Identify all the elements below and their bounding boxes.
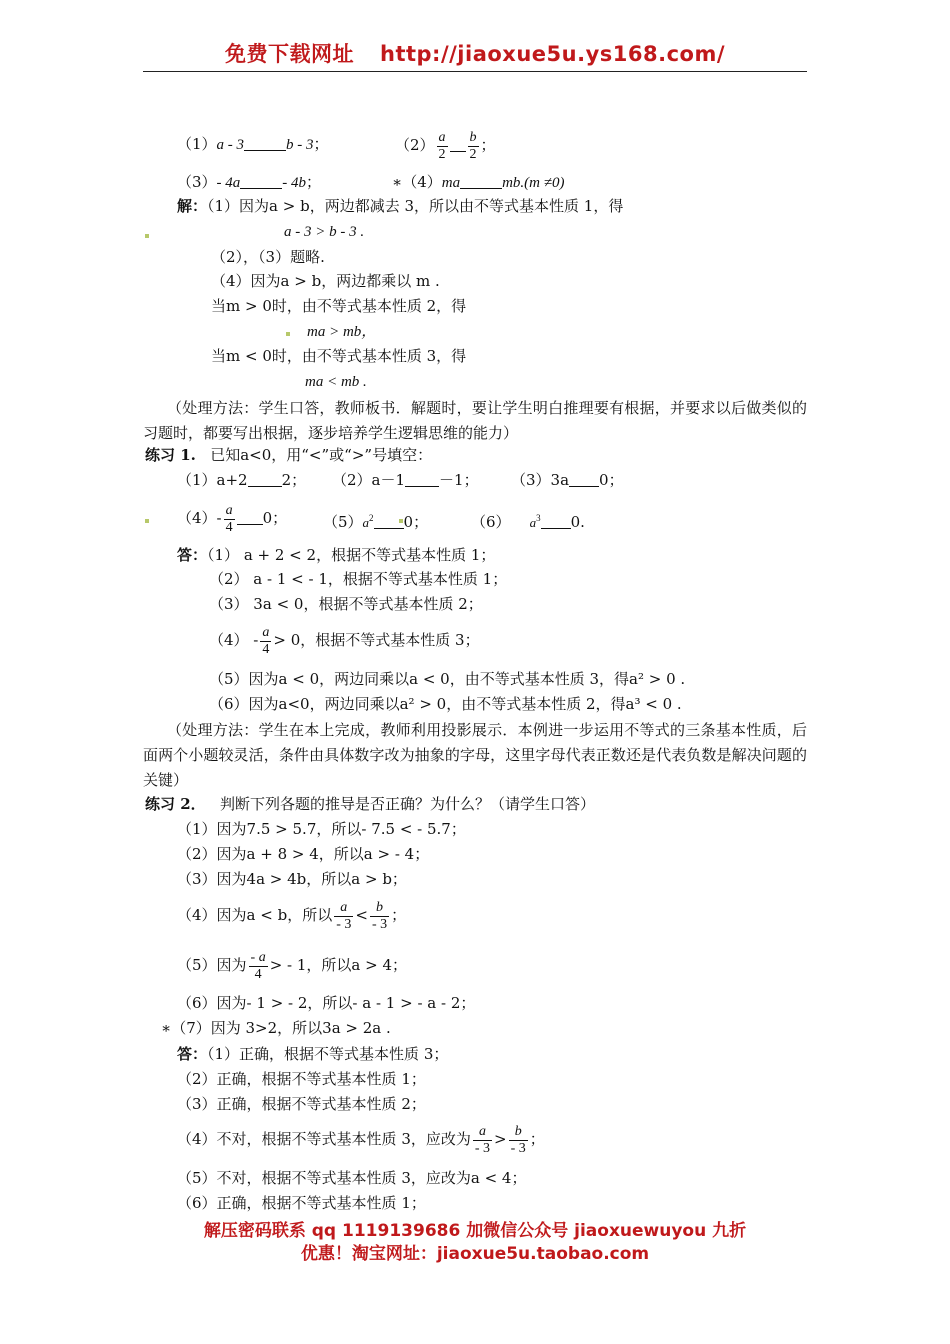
fraction: $\frac{a}{- 3}$ <box>336 899 352 932</box>
example-p2: （2） $\frac{a}{2}$ $\frac{b}{2}$ ； <box>395 129 496 162</box>
ex2-answer-3: （3）正确，根据不等式基本性质 2； <box>177 1095 426 1113</box>
ex2-answer-2: （2）正确，根据不等式基本性质 1； <box>177 1070 426 1088</box>
ex1-q6: （6） $a^3$ 0. <box>471 513 585 531</box>
answer-blank[interactable] <box>248 472 282 487</box>
ex2-q4: （4）因为a < b，所以 $\frac{a}{- 3}$ < $\frac{b}{- 3}$ ； <box>177 899 407 932</box>
answer-blank[interactable] <box>541 514 571 529</box>
answer-blank[interactable] <box>240 174 282 189</box>
ex1-answer-3: （3） 3a < 0，根据不等式基本性质 2； <box>209 595 483 613</box>
decorative-dot <box>286 332 290 336</box>
header-divider <box>143 71 807 72</box>
ex2-q2: （2）因为a + 8 > 4，所以a > - 4； <box>177 845 430 863</box>
answer-blank[interactable] <box>405 472 439 487</box>
footer-line-1: 解压密码联系 qq 1119139686 加微信公众号 jiaoxuewuyou 九折 <box>203 1221 747 1241</box>
decorative-dot <box>145 234 149 238</box>
ex1-q3: （3）3a 0； <box>511 471 624 489</box>
answer-blank[interactable] <box>450 141 466 152</box>
fraction: $\frac{b}{- 3}$ <box>510 1123 526 1156</box>
ex2-answer-1: 答：（1）正确，根据不等式基本性质 3； <box>177 1045 449 1063</box>
ex1-q5: $(5)a^2$ 0； <box>323 513 429 531</box>
ex2-q3: （3）因为4a > 4b，所以a > b； <box>177 870 407 888</box>
answer-blank[interactable] <box>237 510 263 525</box>
page-header <box>0 38 950 68</box>
ex1-answer-1: 答：（1） a + 2 < 2，根据不等式基本性质 1； <box>177 546 496 564</box>
fraction: $\frac{a}{4}$ <box>262 624 270 657</box>
solution-s4-res1: ma > mb， <box>307 324 377 340</box>
header-url-link[interactable]: http://jiaoxue5u.ys168.com/ <box>380 42 725 66</box>
ex2-answer-5: （5）不对，根据不等式基本性质 3，应改为a < 4； <box>177 1169 527 1187</box>
decorative-dot <box>399 519 403 523</box>
solution-s4-case2: 当m < 0时，由不等式基本性质 3，得 <box>211 347 467 365</box>
ex2-q5: （5）因为 $\frac{- a}{4}$ > - 1，所以a > 4； <box>177 949 408 982</box>
footer-line-2: 优惠！淘宝网址：jiaoxue5u.taobao.com <box>300 1244 650 1264</box>
solution-s4-res2: ma < mb . <box>305 374 367 390</box>
fraction: $\frac{a}{- 3}$ <box>474 1123 491 1156</box>
fraction: $\frac{a}{2}$ <box>438 129 446 162</box>
header-label: 免费下载网址 <box>225 42 354 66</box>
solution-s4-case1: 当m > 0时，由不等式基本性质 2，得 <box>211 297 467 315</box>
ex1-answer-6: （6）因为a<0，两边同乘以a² > 0，由不等式基本性质 2，得a³ < 0 . <box>209 695 682 713</box>
answer-blank[interactable] <box>569 472 599 487</box>
fraction: $\frac{a}{4}$ <box>225 502 233 535</box>
answer-blank[interactable] <box>460 174 502 189</box>
example-p3: （3）- 4a - 4b； <box>177 173 322 191</box>
ex2-answer-6: （6）正确，根据不等式基本性质 1； <box>177 1194 426 1212</box>
method-note-2: （处理方法：学生在本上完成，教师利用投影展示．本例进一步运用不等式的三条基本性质，后面两个小题较灵活，条件由具体数字改为抽象的字母，这里字母代表正数还是代表负数是解决问题的关键） <box>143 721 807 789</box>
ex2-q7: ∗（7）因为 3>2，所以3a > 2a . <box>161 1019 391 1037</box>
solution-s1: 解：（1）因为a > b，两边都减去 3，所以由不等式基本性质 1，得 <box>177 197 624 215</box>
ex1-q4: （4）- $\frac{a}{4}$ 0； <box>177 502 288 535</box>
example-p1: （1）a - 3 b - 3； <box>177 135 329 153</box>
solution-s4: （4）因为a > b，两边都乘以 m . <box>211 272 440 290</box>
ex1-answer-5: （5）因为a < 0，两边同乘以a < 0，由不等式基本性质 3，得a² > 0 . <box>209 670 686 688</box>
answer-blank[interactable] <box>244 136 286 151</box>
solution-s1-result: a - 3 > b - 3 . <box>284 224 365 240</box>
ex1-answer-4: （4） - $\frac{a}{4}$ > 0，根据不等式基本性质 3； <box>209 624 480 657</box>
ex2-q1: （1）因为7.5 > 5.7，所以- 7.5 < - 5.7； <box>177 820 466 838</box>
ex1-answer-2: （2） a - 1 < - 1，根据不等式基本性质 1； <box>209 570 508 588</box>
ex1-q1: （1）a+2 2； <box>177 471 307 489</box>
exercise-1-heading: 练习 1. 已知a<0，用“<”或“>”号填空： <box>145 446 433 464</box>
decorative-dot <box>145 519 149 523</box>
example-p4: ∗（4）ma mb.(m ≠0) <box>392 173 565 191</box>
fraction: $\frac{b}{- 3}$ <box>371 899 388 932</box>
ex2-q6: （6）因为- 1 > - 2，所以- a - 1 > - a - 2； <box>177 994 476 1012</box>
ex1-q2: （2）a－1 －1； <box>332 471 479 489</box>
method-note-1: （处理方法：学生口答，教师板书．解题时，要让学生明白推理要有根据，并要求以后做类似的习题时，都要写出根据，逐步培养学生逻辑思维的能力） <box>143 399 807 442</box>
fraction: $\frac{b}{2}$ <box>469 129 477 162</box>
exercise-2-heading: 练习 2． 判断下列各题的推导是否正确？为什么？（请学生口答） <box>145 795 595 813</box>
solution-s23: （2），（3）题略. <box>211 248 325 266</box>
fraction: $\frac{- a}{4}$ <box>250 949 266 982</box>
ex2-answer-4: （4）不对，根据不等式基本性质 3，应改为 $\frac{a}{- 3}$ > $\frac{b}{- 3}$ ； <box>177 1123 545 1156</box>
